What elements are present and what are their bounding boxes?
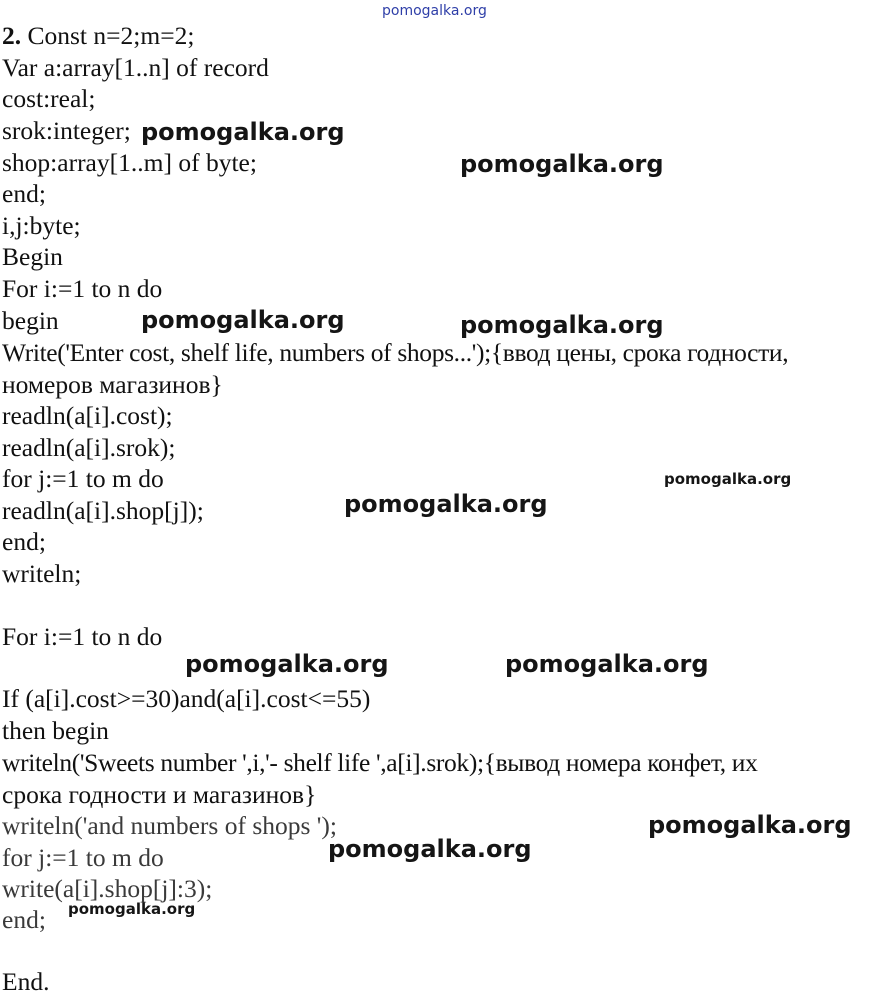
code-line-28: write(a[i].shop[j]:3); — [2, 874, 213, 903]
code-line-5: shop:array[1..m] of byte; — [2, 148, 257, 177]
code-line-20: For i:=1 to n do — [2, 622, 163, 651]
code-line-14: readln(a[i].srok); — [2, 433, 176, 462]
code-line-6: end; — [2, 179, 46, 208]
task-number: 2. — [2, 21, 22, 50]
watermark: pomogalka.org — [505, 650, 709, 678]
code-line-27: for j:=1 to m do — [2, 843, 164, 872]
watermark: pomogalka.org — [460, 150, 664, 178]
code-line-15: for j:=1 to m do — [2, 464, 164, 493]
code-line-3: cost:real; — [2, 84, 96, 113]
code-line-24: writeln('Sweets number ',i,'- shelf life ',a[i].srok);{вывод номера конфет, их — [2, 748, 758, 777]
code-line-10: begin — [2, 306, 59, 335]
code-line-16: readln(a[i].shop[j]); — [2, 496, 204, 525]
code-line-26: writeln('and numbers of shops '); — [2, 811, 337, 840]
code-line-1 — [2, 20, 194, 51]
watermark: pomogalka.org — [141, 118, 345, 146]
code-line-29: end; — [2, 905, 46, 934]
code-line-2: Var a:array[1..n] of record — [2, 53, 269, 82]
watermark: pomogalka.org — [185, 650, 389, 678]
code-line-11: Write('Enter cost, shelf life, numbers of shops...');{ввод цены, срока годности, — [2, 338, 789, 367]
code-line-8: Begin — [2, 242, 63, 271]
code-line-7: i,j:byte; — [2, 211, 81, 240]
watermark: pomogalka.org — [460, 311, 664, 339]
code-line-25: срока годности и магазинов} — [2, 780, 317, 809]
code-line-22: If (a[i].cost>=30)and(a[i].cost<=55) — [2, 684, 371, 713]
code-line-17: end; — [2, 527, 46, 556]
watermark: pomogalka.org — [648, 811, 852, 839]
code-line-18: writeln; — [2, 559, 82, 588]
code-line-4: srok:integer; — [2, 116, 131, 145]
code-line-23: then begin — [2, 716, 109, 745]
watermark: pomogalka.org — [68, 900, 196, 918]
header-watermark: pomogalka.org — [382, 3, 487, 19]
code-line-13: readln(a[i].cost); — [2, 401, 173, 430]
code-line-9: For i:=1 to n do — [2, 274, 163, 303]
watermark: pomogalka.org — [344, 490, 548, 518]
watermark: pomogalka.org — [328, 835, 532, 863]
watermark: pomogalka.org — [664, 470, 792, 488]
code-line-text: Const n=2;m=2; — [27, 21, 195, 50]
code-line-12: номеров магазинов} — [2, 370, 223, 399]
code-line-31: End. — [2, 967, 50, 996]
watermark: pomogalka.org — [141, 306, 345, 334]
